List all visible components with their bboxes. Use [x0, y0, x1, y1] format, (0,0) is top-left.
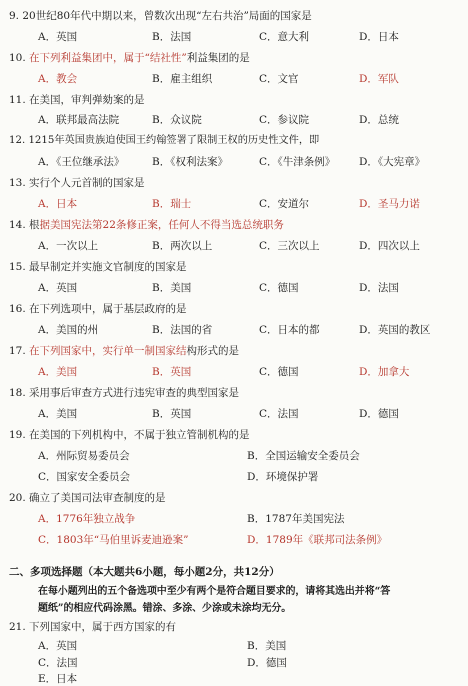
q12-option-a: A．《王位继承法》: [38, 156, 125, 168]
question-21-stem: 21. 下列国家中，属于西方国家的有: [9, 621, 177, 633]
q10-stem-post: 利益集团的是: [186, 52, 250, 64]
question-15-stem: 15. 最早制定并实施文官制度的国家是: [9, 261, 187, 273]
q14-stem-red: 据美国宪法第22条修正案，任何人不得当选总统职务: [39, 219, 284, 231]
q13-option-d: D．圣马力诺: [359, 198, 420, 210]
q17-option-d: D．加拿大: [359, 366, 410, 378]
q14-stem-pre: 14. 根: [9, 219, 40, 231]
q14-option-c: C．三次以上: [259, 240, 320, 252]
q17-option-c: C．德国: [259, 366, 299, 378]
q17-option-b: B．英国: [152, 366, 192, 378]
q20-option-d: D．1789年《联邦司法条例》: [247, 534, 388, 546]
q15-option-b: B．美国: [152, 282, 192, 294]
question-14-stem: [9, 218, 284, 232]
q19-option-b: B．全国运输安全委员会: [247, 450, 360, 462]
q10-stem-pre: 10.: [9, 52, 30, 64]
section-2-instructions-line-1: 在每小题列出的五个备选项中至少有两个是符合题目要求的，请将其选出并将“答: [38, 586, 391, 597]
q12-option-c: C．《牛津条例》: [259, 156, 336, 168]
q12-option-b: B．《权利法案》: [152, 156, 228, 168]
q21-option-e: E．日本: [38, 673, 78, 685]
q19-option-d: D．环境保护署: [247, 471, 319, 483]
q16-option-c: C．日本的都: [259, 324, 320, 336]
q20-option-c: C．1803年“马伯里诉麦迪逊案”: [38, 534, 189, 546]
question-9-stem: 9. 20世纪80年代中期以来，曾数次出现“左右共治”局面的国家是: [9, 10, 312, 22]
q18-option-b: B．英国: [152, 408, 192, 420]
q9-option-d: D．日本: [359, 31, 399, 43]
q11-option-a: A．联邦最高法院: [38, 114, 120, 126]
q15-option-a: A．英国: [38, 282, 78, 294]
q20-option-b: B．1787年美国宪法: [247, 513, 345, 525]
q10-option-c: C．文官: [259, 73, 299, 85]
q14-option-d: D．四次以上: [359, 240, 420, 252]
q11-option-b: B．众议院: [152, 114, 202, 126]
q20-option-a: A．1776年独立战争: [38, 513, 136, 525]
q21-option-c: C．法国: [38, 657, 78, 669]
q19-option-a: A．州际贸易委员会: [38, 450, 130, 462]
q15-option-c: C．德国: [259, 282, 299, 294]
q16-option-d: D．英国的教区: [359, 324, 431, 336]
q17-option-a: A．美国: [38, 366, 78, 378]
q17-stem-red: 在下列国家中，实行单一制国家结: [29, 345, 187, 357]
question-16-stem: 16. 在下列选项中，属于基层政府的是: [9, 303, 187, 315]
section-2-instructions-line-2: 题纸”的相应代码涂黑。错涂、多涂、少涂或未涂均无分。: [38, 603, 292, 614]
q15-option-d: D．法国: [359, 282, 399, 294]
q16-option-b: B．法国的省: [152, 324, 213, 336]
q16-option-a: A．美国的州: [38, 324, 99, 336]
q9-option-b: B．法国: [152, 31, 192, 43]
q21-option-a: A．英国: [38, 640, 78, 652]
q11-option-d: D．总统: [359, 114, 399, 126]
q13-option-a: A．日本: [38, 198, 78, 210]
q12-option-d: D．《大宪章》: [359, 156, 426, 168]
question-19-stem: 19. 在美国的下列机构中，不属于独立管制机构的是: [9, 429, 250, 441]
q9-option-c: C．意大利: [259, 31, 310, 43]
question-17-stem: [9, 344, 239, 358]
question-11-stem: 11. 在美国，审判弹劾案的是: [9, 94, 145, 106]
q17-stem-pre: 17.: [9, 345, 30, 357]
q10-option-a: A．教会: [38, 73, 78, 85]
q10-option-d: D．军队: [359, 73, 399, 85]
q14-option-a: A．一次以上: [38, 240, 99, 252]
q14-option-b: B．两次以上: [152, 240, 213, 252]
question-12-stem: 12. 1215年英国贵族迫使国王约翰签署了限制王权的历史性文件，即: [9, 135, 320, 146]
q21-option-d: D．德国: [247, 657, 287, 669]
q9-option-a: A．英国: [38, 31, 78, 43]
question-20-stem: 20. 确立了美国司法审查制度的是: [9, 492, 166, 504]
q18-option-c: C．法国: [259, 408, 299, 420]
section-2-title: 二、多项选择题（本大题共6小题，每小题2分，共12分）: [9, 566, 280, 578]
q13-option-b: B．瑞士: [152, 198, 192, 210]
q21-option-b: B．美国: [247, 640, 287, 652]
q18-option-d: D．德国: [359, 408, 399, 420]
q13-option-c: C．安道尔: [259, 198, 310, 210]
q18-option-a: A．美国: [38, 408, 78, 420]
q17-stem-post: 构形式的是: [186, 345, 240, 357]
question-18-stem: 18. 采用事后审查方式进行违宪审查的典型国家是: [9, 387, 240, 399]
question-13-stem: 13. 实行个人元首制的国家是: [9, 177, 145, 189]
q10-stem-red: 在下列利益集团中，属于“结社性”: [29, 52, 187, 64]
q10-option-b: B．雇主组织: [152, 73, 213, 85]
q11-option-c: C．参议院: [259, 114, 310, 126]
q19-option-c: C．国家安全委员会: [38, 471, 131, 483]
question-10-stem: [9, 51, 250, 65]
